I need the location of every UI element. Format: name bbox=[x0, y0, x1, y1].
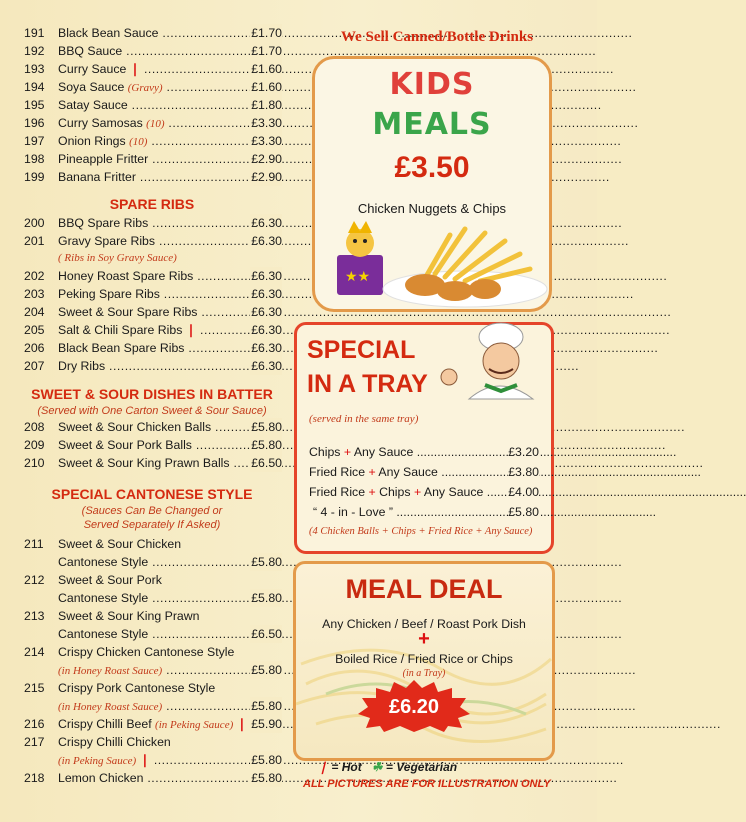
tray-item-a: Chips bbox=[309, 445, 341, 459]
item-name bbox=[58, 589, 236, 607]
legend-hot: = Hot bbox=[331, 760, 362, 774]
item-name: Sweet & Sour King Prawn bbox=[58, 609, 200, 623]
menu-item bbox=[18, 454, 286, 472]
menu-item bbox=[18, 232, 286, 250]
tray-item bbox=[309, 443, 539, 461]
menu-item-line1 bbox=[18, 643, 286, 661]
menu-item bbox=[18, 267, 286, 285]
item-number: 210 bbox=[24, 456, 45, 470]
item-number: 215 bbox=[24, 681, 45, 695]
tray-item-name bbox=[309, 443, 501, 461]
meal-deal-line1: Any Chicken / Beef / Roast Pork Dish bbox=[322, 617, 526, 631]
cantonese-subtitle-1: (Sauces Can Be Changed or bbox=[81, 505, 223, 517]
item-price: £2.90 bbox=[251, 170, 282, 184]
item-name-text: Sweet & Sour King Prawn Balls bbox=[58, 456, 230, 470]
item-price: £6.30 bbox=[251, 216, 282, 230]
item-name-text: Curry Samosas bbox=[58, 116, 143, 130]
menu-item bbox=[18, 303, 286, 321]
item-price: £3.30 bbox=[251, 116, 282, 130]
item-name: Crispy Chilli Chicken bbox=[58, 735, 171, 749]
menu-item-line1 bbox=[18, 607, 286, 625]
item-name-text: Black Bean Spare Ribs bbox=[58, 341, 185, 355]
tray-item-price: £5.80 bbox=[508, 505, 539, 519]
item-price: £5.80 bbox=[251, 663, 282, 677]
tray-item-name bbox=[309, 463, 501, 481]
plus-sign: + bbox=[413, 485, 422, 499]
menu-item-line1 bbox=[18, 535, 286, 553]
cantonese-title: SPECIAL CANTONESE STYLE bbox=[51, 486, 253, 502]
menu-item bbox=[18, 339, 286, 357]
cantonese-list bbox=[18, 535, 286, 787]
tray-item bbox=[309, 503, 539, 521]
menu-item bbox=[18, 168, 286, 186]
meal-deal-plus: + bbox=[418, 628, 430, 650]
meal-deal-line3: (in a Tray) bbox=[402, 668, 446, 679]
item-number: 207 bbox=[24, 359, 45, 373]
item-price: £5.80 bbox=[251, 591, 282, 605]
menu-item-line2 bbox=[18, 661, 286, 679]
item-price: £5.80 bbox=[251, 699, 282, 713]
item-name bbox=[58, 436, 236, 454]
item-name bbox=[58, 625, 236, 643]
cantonese-subtitle-2: Served Separately If Asked) bbox=[83, 519, 221, 531]
tray-item-c: Any Sauce bbox=[423, 485, 484, 499]
item-price: £6.30 bbox=[251, 269, 282, 283]
item-name bbox=[58, 553, 236, 571]
kids-price: £3.50 bbox=[394, 151, 470, 184]
item-price: £3.30 bbox=[251, 134, 282, 148]
item-name-text: Lemon Chicken bbox=[58, 771, 144, 785]
menu-item bbox=[18, 42, 286, 60]
tray-item bbox=[309, 483, 539, 501]
item-name bbox=[58, 697, 236, 716]
item-name bbox=[58, 78, 236, 97]
item-name bbox=[58, 24, 236, 42]
item-price: £1.60 bbox=[251, 80, 282, 94]
item-price: £6.50 bbox=[251, 627, 282, 641]
item-number: 213 bbox=[24, 609, 45, 623]
item-name-text: Satay Sauce bbox=[58, 98, 128, 112]
item-number: 194 bbox=[24, 80, 45, 94]
item-name bbox=[58, 232, 236, 250]
item-name bbox=[58, 214, 236, 232]
sauces-list bbox=[18, 24, 286, 186]
item-name-text: BBQ Spare Ribs bbox=[58, 216, 149, 230]
item-name-text: BBQ Sauce bbox=[58, 44, 123, 58]
chef-icon bbox=[439, 319, 549, 409]
chili-icon: ❘ bbox=[126, 62, 141, 76]
item-name bbox=[58, 418, 236, 436]
menu-item-line1 bbox=[18, 571, 286, 589]
item-number: 197 bbox=[24, 134, 45, 148]
item-price: £2.90 bbox=[251, 152, 282, 166]
disclaimer: ALL PICTURES ARE FOR ILLUSTRATION ONLY bbox=[303, 778, 551, 790]
item-name bbox=[58, 321, 236, 339]
item-price: £6.30 bbox=[251, 323, 282, 337]
tray-item-name bbox=[309, 483, 501, 501]
meals-title bbox=[315, 107, 549, 142]
item-name bbox=[58, 42, 236, 60]
menu-item bbox=[18, 357, 286, 375]
item-price: £1.70 bbox=[251, 44, 282, 58]
tray-item-b: Chips bbox=[379, 485, 411, 499]
item-price: £6.30 bbox=[251, 234, 282, 248]
item-price: £1.80 bbox=[251, 98, 282, 112]
chili-icon: ❘ bbox=[233, 717, 247, 731]
tray-item bbox=[309, 463, 539, 481]
svg-text:★★: ★★ bbox=[345, 269, 371, 285]
item-number: 199 bbox=[24, 170, 45, 184]
spare-ribs-title: SPARE RIBS bbox=[109, 196, 195, 212]
tray-item-a: Fried Rice bbox=[309, 465, 366, 479]
item-number: 212 bbox=[24, 573, 45, 587]
menu-item bbox=[18, 769, 286, 787]
item-number: 204 bbox=[24, 305, 45, 319]
item-name bbox=[58, 132, 236, 151]
item-name-text: Onion Rings bbox=[58, 134, 126, 148]
meals-title-text: MEALS bbox=[372, 107, 492, 142]
tray-item-a: “ 4 - in - Love ” bbox=[313, 505, 393, 519]
item-price: £5.80 bbox=[251, 420, 282, 434]
item-price: £6.30 bbox=[251, 287, 282, 301]
menu-item bbox=[18, 436, 286, 454]
item-number: 205 bbox=[24, 323, 45, 337]
item-name bbox=[58, 769, 236, 787]
item-name bbox=[58, 661, 236, 680]
item-name-text: Pineapple Fritter bbox=[58, 152, 149, 166]
drinks-banner: We Sell Canned/Bottle Drinks bbox=[340, 29, 534, 45]
item-number: 214 bbox=[24, 645, 45, 659]
item-price: £6.30 bbox=[251, 341, 282, 355]
plus-sign: + bbox=[368, 465, 376, 479]
item-name-text: Sweet & Sour Spare Ribs bbox=[58, 305, 198, 319]
tray-title-line1: SPECIAL bbox=[307, 336, 416, 364]
plus-sign: + bbox=[368, 485, 376, 499]
meal-deal-title: MEAL DEAL bbox=[345, 574, 503, 604]
batter-list bbox=[18, 418, 286, 472]
item-price: £6.30 bbox=[251, 305, 282, 319]
leaf-icon: ☘ bbox=[371, 760, 383, 774]
chili-icon: ❘ bbox=[182, 323, 197, 337]
tray-item-name bbox=[309, 503, 501, 521]
item-name bbox=[58, 751, 236, 770]
item-note: (Gravy) bbox=[127, 82, 163, 94]
item-price: £5.80 bbox=[251, 438, 282, 452]
tray-title bbox=[307, 333, 428, 401]
item-number: 217 bbox=[24, 735, 45, 749]
item-name-text: Cantonese Style bbox=[58, 591, 149, 605]
item-name bbox=[58, 267, 236, 285]
item-number: 202 bbox=[24, 269, 45, 283]
menu-item bbox=[18, 214, 286, 232]
item-name bbox=[58, 60, 236, 78]
item-name bbox=[58, 303, 236, 321]
plus-sign: + bbox=[343, 445, 352, 459]
item-price: £5.80 bbox=[251, 771, 282, 785]
item-name-text: Curry Sauce bbox=[58, 62, 127, 76]
menu-item-line1 bbox=[18, 733, 286, 751]
item-name-text: Peking Spare Ribs bbox=[58, 287, 160, 301]
item-price: £1.60 bbox=[251, 62, 282, 76]
item-price: £5.90 bbox=[251, 717, 282, 731]
menu-item-line2 bbox=[18, 553, 286, 571]
item-number: 211 bbox=[24, 537, 44, 551]
tray-item-price: £3.20 bbox=[508, 445, 539, 459]
kids-meals-box bbox=[312, 56, 552, 312]
item-note: (in Peking Sauce) bbox=[58, 755, 137, 767]
item-name-text: Salt & Chili Spare Ribs bbox=[58, 323, 183, 337]
item-price: £6.50 bbox=[251, 456, 282, 470]
item-name: Sweet & Sour Pork bbox=[58, 573, 162, 587]
item-name-text: Sweet & Sour Pork Balls bbox=[58, 438, 192, 452]
item-number: 198 bbox=[24, 152, 45, 166]
item-name-text: Cantonese Style bbox=[58, 555, 149, 569]
item-name: Sweet & Sour Chicken bbox=[58, 537, 182, 551]
batter-title: SWEET & SOUR DISHES IN BATTER bbox=[31, 386, 273, 402]
chili-icon: ❘ bbox=[136, 753, 150, 767]
kids-meal-illustration bbox=[315, 219, 549, 309]
menu-item-line2 bbox=[18, 589, 286, 607]
item-price: £6.30 bbox=[251, 359, 282, 373]
menu-item bbox=[18, 321, 286, 339]
meal-deal-price: £6.20 bbox=[388, 696, 440, 718]
item-name bbox=[58, 150, 236, 168]
item-name-text: (in Honey Roast Sauce) bbox=[58, 665, 163, 677]
menu-item bbox=[18, 114, 286, 132]
batter-subtitle: (Served with One Carton Sweet & Sour Sauce) bbox=[37, 405, 267, 417]
menu-item bbox=[18, 715, 286, 733]
legend bbox=[318, 760, 457, 774]
meal-deal-line2: Boiled Rice / Fried Rice or Chips bbox=[335, 652, 513, 666]
item-name: Crispy Chicken Cantonese Style bbox=[58, 645, 235, 659]
item-number: 216 bbox=[24, 717, 45, 731]
tray-note: (4 Chicken Balls + Chips + Fried Rice + Any Sauce) bbox=[309, 526, 533, 537]
menu-item bbox=[18, 132, 286, 150]
item-number: 191 bbox=[24, 26, 45, 40]
item-name bbox=[58, 339, 236, 357]
kids-title bbox=[315, 67, 549, 102]
item-name-text: Dry Ribs bbox=[58, 359, 106, 373]
item-name-text: Sweet & Sour Chicken Balls bbox=[58, 420, 212, 434]
meal-deal-box bbox=[293, 561, 555, 761]
price-burst-icon bbox=[358, 680, 470, 732]
menu-item bbox=[18, 78, 286, 96]
item-name bbox=[58, 715, 247, 734]
item-number: 196 bbox=[24, 116, 45, 130]
tray-item-a: Fried Rice bbox=[309, 485, 366, 499]
menu-item-line2 bbox=[18, 697, 286, 715]
item-name-text: Banana Fritter bbox=[58, 170, 136, 184]
item-number: 208 bbox=[24, 420, 45, 434]
tray-item-b: Any Sauce bbox=[353, 445, 414, 459]
spare-ribs-note: ( Ribs in Soy Gravy Sauce) bbox=[58, 252, 177, 264]
item-name-text: Honey Roast Spare Ribs bbox=[58, 269, 194, 283]
item-name bbox=[58, 168, 236, 186]
menu-item-line2 bbox=[18, 625, 286, 643]
item-number: 203 bbox=[24, 287, 45, 301]
special-tray-box bbox=[294, 322, 554, 554]
menu-item bbox=[18, 60, 286, 78]
item-number: 218 bbox=[24, 771, 45, 785]
tray-subtitle: (served in the same tray) bbox=[309, 413, 419, 425]
menu-item bbox=[18, 418, 286, 436]
kids-description: Chicken Nuggets & Chips bbox=[357, 201, 507, 216]
item-name-text: Black Bean Sauce bbox=[58, 26, 159, 40]
item-name-text: Cantonese Style bbox=[58, 627, 149, 641]
tray-item-price: £4.00 bbox=[508, 485, 539, 499]
kids-title-text: KIDS bbox=[389, 67, 475, 102]
menu-item bbox=[18, 150, 286, 168]
tray-item-b: Any Sauce bbox=[378, 465, 438, 479]
item-price: £5.80 bbox=[251, 555, 282, 569]
item-number: 193 bbox=[24, 62, 45, 76]
item-number: 209 bbox=[24, 438, 45, 452]
item-name bbox=[58, 114, 236, 133]
tray-title-line2: IN A TRAY bbox=[307, 370, 428, 398]
item-note: (10) bbox=[129, 136, 148, 148]
spare-ribs-list bbox=[18, 214, 286, 250]
item-number: 195 bbox=[24, 98, 45, 112]
item-name bbox=[58, 357, 236, 375]
legend-veg: = Vegetarian bbox=[385, 760, 458, 774]
spare-ribs-list-2 bbox=[18, 267, 286, 375]
item-name-text: Gravy Spare Ribs bbox=[58, 234, 156, 248]
item-number: 201 bbox=[24, 234, 45, 248]
menu-item bbox=[18, 96, 286, 114]
item-number: 206 bbox=[24, 341, 45, 355]
menu-item bbox=[18, 285, 286, 303]
left-column bbox=[18, 24, 286, 787]
item-name-text: Crispy Chilli Beef bbox=[58, 717, 152, 731]
menu-item-line2 bbox=[18, 751, 286, 769]
item-name: Crispy Pork Cantonese Style bbox=[58, 681, 216, 695]
item-note: (10) bbox=[146, 118, 165, 130]
menu-item-line1 bbox=[18, 679, 286, 697]
item-number: 192 bbox=[24, 44, 45, 58]
item-note: (in Peking Sauce) bbox=[155, 719, 234, 731]
item-name-text: (in Honey Roast Sauce) bbox=[58, 701, 163, 713]
tray-item-price: £3.80 bbox=[508, 465, 539, 479]
item-name bbox=[58, 96, 236, 114]
item-name bbox=[58, 454, 236, 472]
item-price: £5.80 bbox=[251, 753, 282, 767]
item-name-text: Soya Sauce bbox=[58, 80, 125, 94]
item-price: £1.70 bbox=[251, 26, 282, 40]
chili-icon: ❘ bbox=[318, 760, 329, 774]
item-name bbox=[58, 285, 236, 303]
item-number: 200 bbox=[24, 216, 45, 230]
menu-item bbox=[18, 24, 286, 42]
